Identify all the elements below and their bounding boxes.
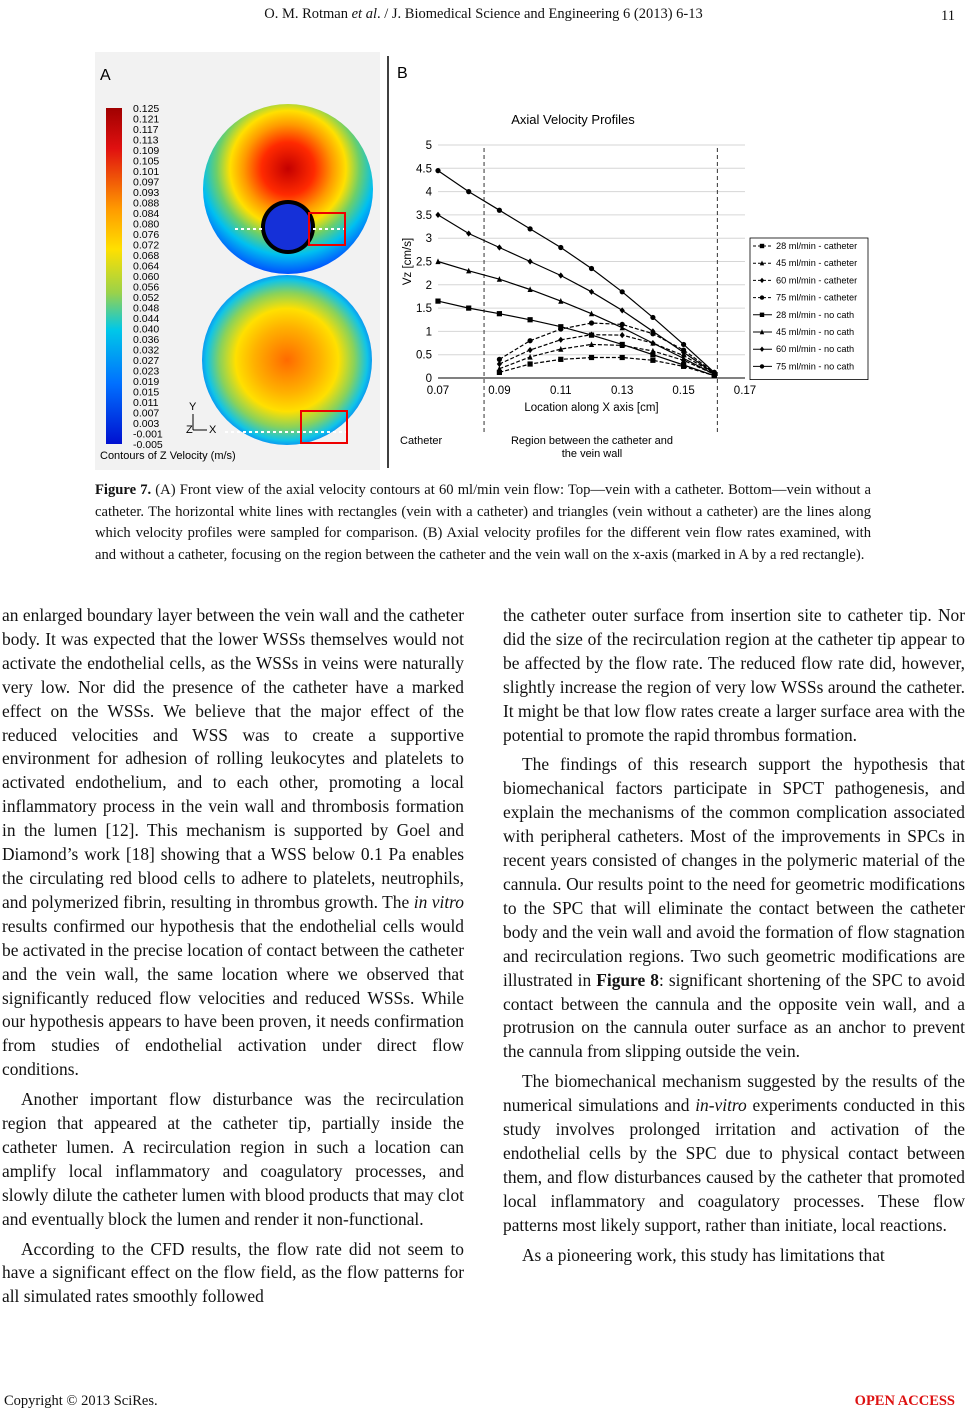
data-point [558,337,563,343]
y-tick-label: 4 [425,186,432,199]
open-access-badge: OPEN ACCESS [854,1393,955,1409]
colorbar-tick-label: 0.101 [133,166,160,178]
region-label-line2: the vein wall [561,448,623,460]
colorbar-tick-label: 0.060 [133,271,160,283]
data-point [760,244,764,248]
data-point [497,311,502,316]
colorbar-tick-label: 0.088 [133,197,160,210]
colorbar-tick-label: 0.032 [133,344,160,357]
left-column [2,604,464,1309]
colorbar-tick-label: 0.121 [133,113,160,126]
data-point [712,370,717,375]
data-point [528,258,533,264]
x-tick-label: 0.07 [426,385,450,397]
data-point [497,357,502,362]
chart-legend [750,238,868,380]
colorbar-tick-label: 0.023 [133,365,160,378]
data-point [558,245,563,250]
panel-b-label: B [397,65,408,82]
contour-title: Contours of Z Velocity (m/s) [100,450,236,462]
colorbar-tick-label: 0.015 [133,386,160,399]
data-point [681,362,686,367]
colorbar-tick-label: 0.109 [133,145,160,157]
data-point [681,342,686,347]
y-tick-label: 1.5 [416,303,432,316]
data-point [760,364,764,368]
series [435,258,717,376]
y-tick-label: 5 [425,140,432,152]
x-tick-label: 0.11 [550,385,572,397]
running-title: O. M. Rotman et al. / J. Biomedical Science and Engineering 6 (2013) 6-13 [264,6,703,22]
colorbar-tick-label: 0.036 [133,334,160,346]
y-tick-label: 0.5 [416,349,432,362]
data-point [497,244,502,250]
data-point [435,168,440,173]
copyright: Copyright © 2013 SciRes. [4,1393,158,1409]
legend-entry: 45 ml/min - catheter [776,258,858,269]
data-point [435,299,440,304]
data-point [528,361,533,366]
paragraph: the catheter outer surface from insertion site to catheter tip. Nor did the size of the recirculation region at the catheter tip appear to be affected by the flow rate. The reduced flow rate did, however, slightly increase the region of very low WSSs around the catheter. It might be that low flow rates create a larger surface area with the potential to promote the rapid thrombus formation. [503,605,965,745]
colorbar-tick-label: 0.052 [133,292,160,304]
right-column [503,604,965,1267]
paragraph: Another important flow disturbance was the recirculation region that appeared at the catheter tip, partially inside the catheter lumen. A recirculation region in such a location can amplify local inflammatory and coagulatory processes, and slowly dilute the catheter lumen with blood products that may clot and eventually block the lumen and render it non-functional. [2,1089,464,1229]
colorbar [106,108,122,444]
data-point [528,338,533,343]
y-tick-label: 4.5 [416,163,432,176]
data-point [589,333,594,338]
data-point [620,332,625,338]
data-point [650,352,655,357]
x-axis-label: Location along X axis [cm] [524,402,659,414]
colorbar-tick-label: 0.003 [133,418,160,430]
x-tick-label: 0.15 [672,385,695,397]
data-point [466,306,471,311]
y-tick-label: 3.5 [416,209,432,222]
colorbar-tick-label: 0.097 [133,176,160,189]
velocity-plot [402,140,756,434]
colorbar-tick-label: 0.084 [133,208,160,220]
catheter-cross-section [265,204,311,250]
data-point [650,315,655,320]
y-tick-label: 2 [425,279,432,292]
data-point [528,226,533,231]
paragraph: As a pioneering work, this study has limitations that [522,1244,885,1265]
colorbar-tick-label: 0.072 [133,239,160,252]
data-point [558,357,563,362]
x-tick-label: 0.09 [488,385,511,397]
series [435,299,717,379]
paragraph: The findings of this research support the hypothesis that biomechanical factors participate in SPCT pathogenesis, and explain the mechanisms of the common complication associated with peripheral catheters. Most of the improvements in SPCs in recent years consisted of changes in the polymeric material of the cannula. Our results point to the need for geometric modifications to the SPC that will eliminate the contact between the catheter body and the vein wall and avoid the formation of flow stagnation and recirculation regions. Two such geometric modifications are illustrated in Figure 8: significant shortening of the SPC to avoid contact between the cannula and the opposite vein wall, and a protrusion on the cannula outer surface as an anchor to prevent the cannula from slipping outside the vein. [503,754,965,1062]
y-tick-label: 0 [425,373,432,385]
chart-title: Axial Velocity Profiles [511,112,635,127]
region-label-line1: Region between the catheter and [510,435,674,447]
data-point [589,289,594,295]
data-point [760,313,764,317]
colorbar-tick-label: 0.056 [133,281,160,294]
colorbar-tick-label: 0.048 [133,302,160,315]
legend-entry: 60 ml/min - no cath [776,344,855,355]
colorbar-tick-label: 0.093 [133,187,160,199]
data-point [466,189,471,194]
series-line [438,262,714,375]
data-point [589,320,594,325]
colorbar-tick-label: 0.117 [133,124,159,136]
colorbar-tick-label: 0.068 [133,250,160,262]
caption-text: (A) Front view of the axial velocity contours at 60 ml/min vein flow: Top—vein with a catheter. Bottom—vein without a catheter. The horizontal white lines with rectangles (vein with a catheter) and triangles (vein without a catheter) are the lines along which velocity profiles were sampled for comparison. (B) Axial velocity profiles for the different vein flow rates examined, with and without a catheter, focusing on the region between the catheter and the vein wall on the x-axis (marked in A by a red rectangle). [95,482,871,563]
paragraph: an enlarged boundary layer between the vein wall and the catheter body. It was expected that the lower WSSs themselves would not activate the endothelial cells, as the WSSs in veins were naturally very low. Nor did the presence of the catheter have a marked effect on the WSSs. We believe that the major effect of the reduced velocities and WSS was to create a supportive environment for adhesion of rolling leukocytes and platelets to activated endothelium, and to each other, promoting a local inflammatory process in the vein wall and thrombosis formation in the lumen [12]. This mechanism is supported by Goel and Diamond’s work [18] showing that a WSS below 0.1 Pa enables the circulating red blood cells to adhere to platelets, neutrophils, and polymerized fibrin, resulting in thrombus growth. The in vitro results confirmed our hypothesis that the endothelial cells would be activated in the precise location of contact between the catheter and the vein wall, the same location where we observed that significantly reduced flow velocities and reduced WSSs. While our hypothesis appears to have been proven, it needs confirmation from studies of endothelial activation under direct flow conditions. [2,605,464,1080]
data-point [620,355,625,360]
x-tick-label: 0.17 [733,385,757,397]
colorbar-tick-label: 0.040 [133,323,160,336]
y-tick-label: 2.5 [416,256,432,269]
legend-entry: 75 ml/min - no cath [776,361,855,372]
legend-entry: 28 ml/min - catheter [776,241,858,251]
colorbar-tick-label: 0.027 [133,355,160,367]
data-point [620,289,625,294]
page-number: 11 [941,8,955,24]
y-tick-label: 1 [425,326,432,339]
catheter-label: Catheter [400,435,443,447]
colorbar-tick-label: -0.001 [133,428,163,441]
x-tick-label: 0.13 [611,385,634,397]
colorbar-tick-label: 0.011 [133,397,159,409]
data-point [497,208,502,213]
colorbar-ticks [133,103,163,451]
data-point [528,317,533,322]
data-point [650,358,655,363]
data-point [528,347,533,353]
y-axis-label: Vz [cm/s] [402,237,414,286]
colorbar-tick-label: 0.105 [133,155,160,168]
data-point [620,342,625,347]
data-point [466,230,471,236]
triad-x-label: X [209,424,217,436]
legend-entry: 75 ml/min - catheter [776,292,858,303]
data-point [558,272,563,278]
caption-label: Figure 7. [95,482,152,498]
data-point [589,266,594,271]
triad-z-label: Z [186,424,193,436]
colorbar-tick-label: 0.019 [133,376,160,388]
data-point [435,212,440,218]
legend-entry: 45 ml/min - no cath [776,327,855,337]
colorbar-tick-label: 0.113 [133,134,159,147]
legend-entry: 28 ml/min - no cath [776,309,855,320]
data-point [589,355,594,360]
colorbar-tick-label: -0.005 [133,439,163,451]
data-point [558,324,563,329]
paragraph: The biomechanical mechanism suggested by the results of the numerical simulations and in-vitro experiments conducted in this study involves prolonged irritation and activation of the endothelial cells by the SPC due to physical contact between them, and flow disturbances caused by the catheter that promoted local inflammatory and coagulatory processes. These flow patterns most likely support, rather than initiate, local reactions. [503,1071,965,1235]
paragraph: According to the CFD results, the flow rate did not seem to have a significant effect on the flow field, as the flow patterns for all simulated rates smoothly followed [2,1238,464,1307]
figure-graphic [95,52,875,470]
series [435,168,717,375]
running-header [0,6,967,28]
panel-a-label: A [100,67,111,84]
colorbar-tick-label: 0.007 [133,407,160,420]
legend-entry: 60 ml/min - catheter [776,275,858,286]
y-tick-label: 3 [425,233,432,246]
figure-7 [95,52,875,470]
colorbar-tick-label: 0.080 [133,218,160,231]
triad-y-label: Y [189,401,197,413]
figure-caption [95,480,871,566]
colorbar-tick-label: 0.044 [133,313,160,325]
colorbar-tick-label: 0.076 [133,229,160,241]
colorbar-tick-label: 0.064 [133,260,160,273]
series-line [438,171,714,373]
data-point [760,295,764,299]
colorbar-tick-label: 0.125 [133,103,160,115]
